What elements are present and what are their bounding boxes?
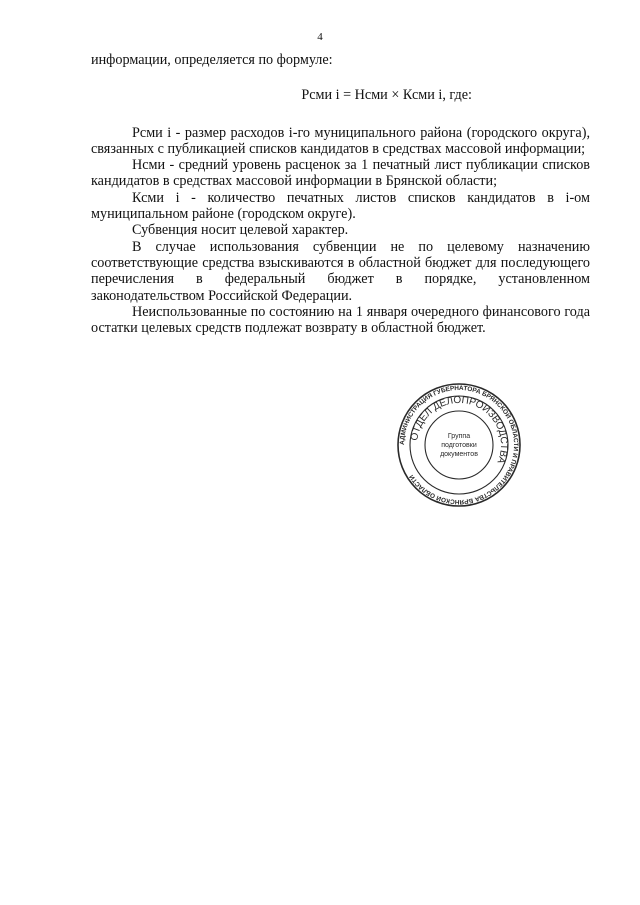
stamp-center-line-2: подготовки [441, 442, 477, 449]
misuse-paragraph: В случае использования субвенции не по целевому назначению соответствующие средства взыскиваются в областной бюджет для последующего перечисления в федеральный бюджет в порядке, установленном законодательством Российской Федерации. [91, 238, 590, 304]
unused-funds-paragraph: Неиспользованные по состоянию на 1 января очередного финансового года остатки целевых средств подлежат возврату в областной бюджет. [91, 303, 590, 337]
official-stamp [397, 383, 521, 507]
stamp-outer-text: АДМИНИСТРАЦИЯ ГУБЕРНАТОРА БРЯНСКОЙ ОБЛАСТИ И ПРАВИТЕЛЬСТВА БРЯНСКОЙ ОБЛАСТИ [398, 384, 520, 506]
stamp-center-line-3: документов [440, 451, 478, 458]
intro-paragraph: информации, определяется по формуле: [91, 52, 333, 68]
stamp-inner-text: ОТДЕЛ ДЕЛОПРОИЗВОДСТВА [409, 394, 510, 465]
definition-ksmi: Ксми i - количество печатных листов списков кандидатов в i-ом муниципальном районе (городском округе). [91, 189, 590, 223]
stamp-center-line-1: Группа [447, 433, 471, 440]
document-body [91, 52, 590, 336]
definition-nsmi: Нсми - средний уровень расценок за 1 печатный лист публикации списков кандидатов в средствах массовой информации в Брянской области; [91, 157, 590, 190]
formula: Рсми i = Нсми × Ксми i, где: [301, 87, 472, 104]
definition-rsmi: Рсми i - размер расходов i-го муниципального района (городского округа), связанных с публикацией списков кандидатов в средствах массовой информации; [91, 124, 590, 157]
page-number: 4 [317, 31, 323, 43]
purpose-paragraph: Субвенция носит целевой характер. [132, 222, 349, 239]
